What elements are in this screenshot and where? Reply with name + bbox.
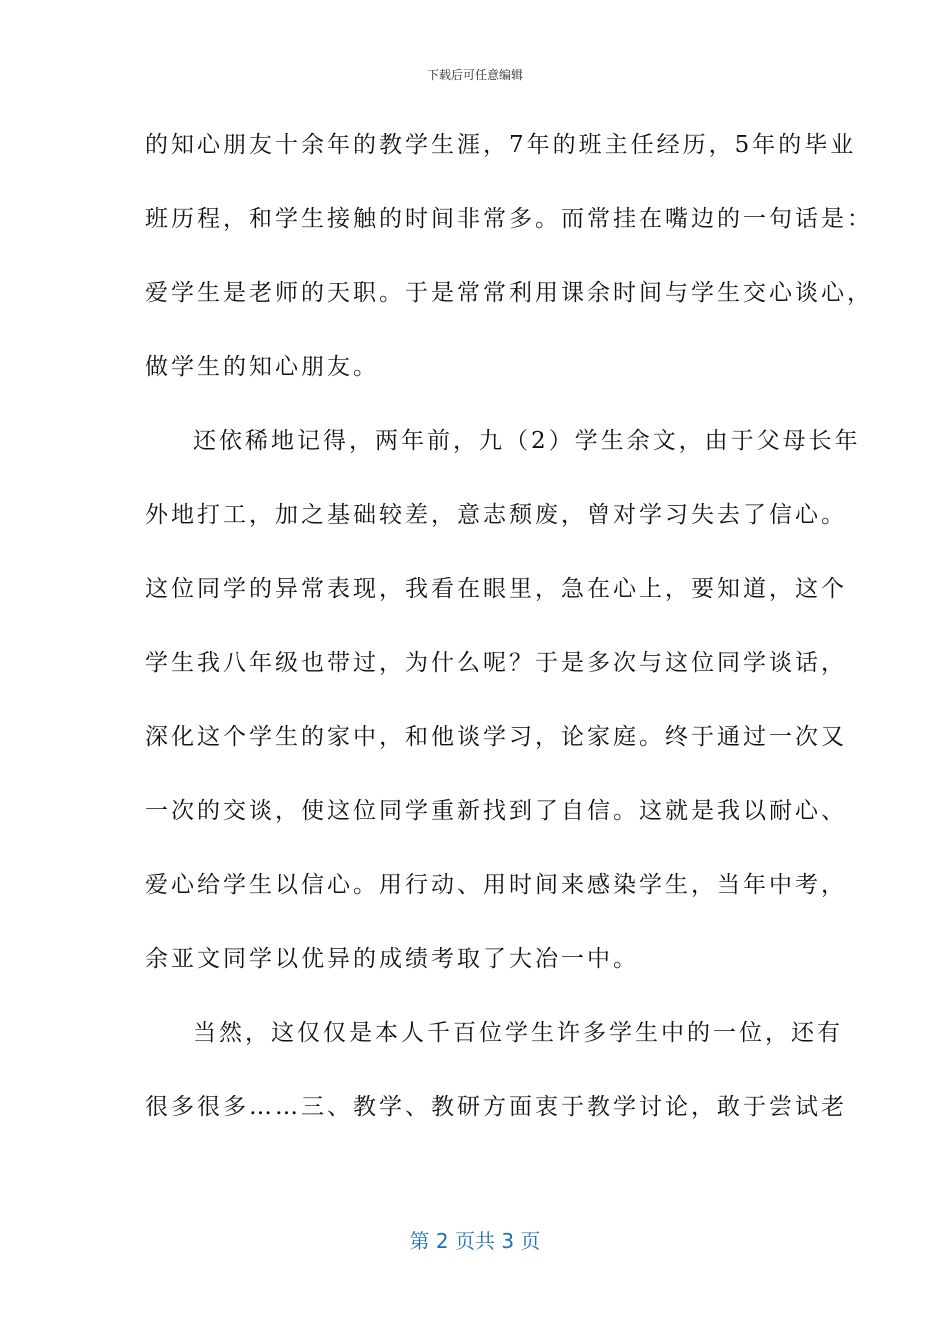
- text-line: 学生我八年级也带过，为什么呢？于是多次与这位同学谈话，: [145, 650, 847, 676]
- document-body: [145, 120, 873, 1156]
- text-line: 做学生的知心朋友。: [145, 354, 379, 380]
- text-line: 一次的交谈，使这位同学重新找到了自信。这就是我以耐心、: [145, 798, 847, 824]
- text-line: 爱心给学生以信心。用行动、用时间来感染学生，当年中考，: [145, 872, 847, 898]
- text-line: 余亚文同学以优异的成绩考取了大冶一中。: [145, 946, 639, 972]
- page-number-text: 第 2 页共 3 页: [409, 1229, 541, 1253]
- page-number-footer: [0, 1225, 950, 1254]
- text-line: 班历程，和学生接触的时间非常多。而常挂在嘴边的一句话是：: [145, 206, 873, 232]
- text-line: 爱学生是老师的天职。于是常常利用课余时间与学生交心谈心，: [145, 280, 873, 306]
- text-line: 很多很多……三、教学、教研方面衷于教学讨论，敢于尝试老: [145, 1094, 847, 1120]
- text-line: 外地打工，加之基础较差，意志颓废，曾对学习失去了信心。: [145, 502, 847, 528]
- paragraph-start-line: 当然，这仅仅是本人千百位学生许多学生中的一位，还有: [193, 1020, 843, 1046]
- text-line: 的知心朋友十余年的教学生涯，7年的班主任经历，5年的毕业: [145, 132, 857, 158]
- text-line: 深化这个学生的家中，和他谈学习，论家庭。终于通过一次又: [145, 724, 847, 750]
- text-line: 这位同学的异常表现，我看在眼里，急在心上，要知道，这个: [145, 576, 847, 602]
- page-header: 下载后可任意编辑: [426, 68, 523, 82]
- paragraph-start-line: 还依稀地记得，两年前，九（2）学生余文，由于父母长年: [193, 428, 861, 454]
